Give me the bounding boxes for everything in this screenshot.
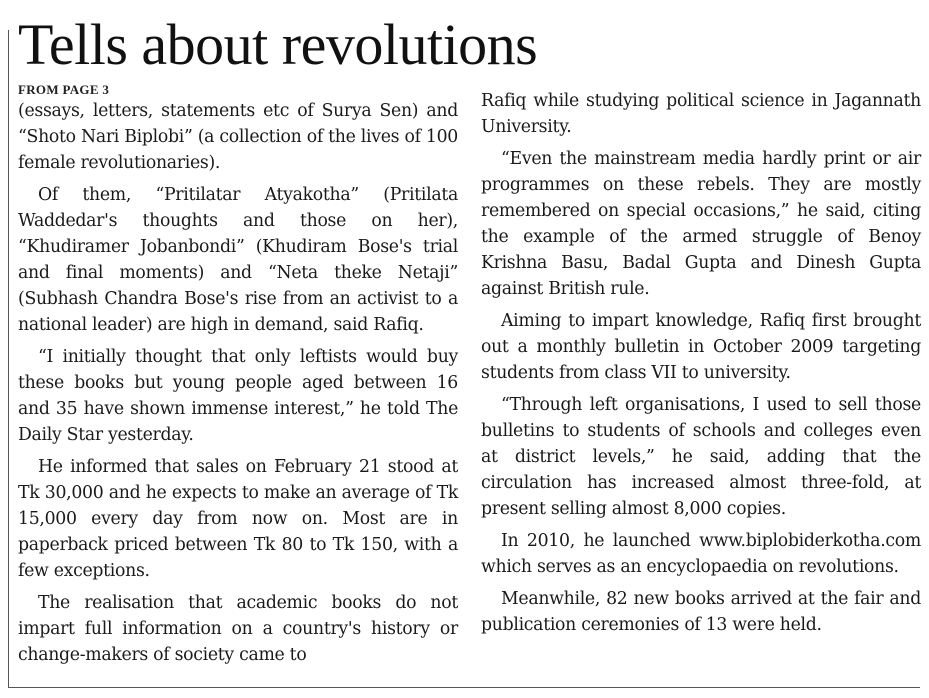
- paragraph: Of them, “Pritilatar Atyakotha” (Pritilata Waddedar's thoughts and those on her), “Khudiramer Jobanbondi” (Khudiram Bose's trial and final moments) and “Neta theke Netaji” (Subhash Chandra Bose's rise from an activist to a national leader) are high in demand, said Rafiq.: [18, 185, 458, 335]
- paragraph: In 2010, he launched www.biplobiderkotha.com which serves as an encyclopaedia on revolutions.: [481, 531, 921, 577]
- article-column-right: [481, 88, 921, 638]
- paragraph: “Through left organisations, I used to sell those bulletins to students of schools and colleges even at district levels,” he said, adding that the circulation has increased almost three-fold, at present selling almost 8,000 copies.: [481, 395, 921, 519]
- paragraph: “Even the mainstream media hardly print or air programmes on these rebels. They are mostly remembered on special occasions,” he said, citing the example of the armed struggle of Benoy Krishna Basu, Badal Gupta and Dinesh Gupta against British rule.: [481, 149, 921, 299]
- paragraph: The realisation that academic books do not impart full information on a country's history or change-makers of society came to: [18, 593, 458, 665]
- paragraph: (essays, letters, statements etc of Surya Sen) and “Shoto Nari Biplobi” (a collection of the lives of 100 female revolutionaries).: [18, 101, 458, 173]
- paragraph: Meanwhile, 82 new books arrived at the fair and publication ceremonies of 13 were held.: [481, 589, 921, 635]
- article-column-left: [18, 82, 458, 668]
- headline: Tells about revolutions: [18, 12, 538, 77]
- left-column-rule: [8, 30, 9, 688]
- paragraph: Rafiq while studying political science in Jagannath University.: [481, 91, 921, 137]
- paragraph: Aiming to impart knowledge, Rafiq first brought out a monthly bulletin in October 2009 targeting students from class VII to university.: [481, 311, 921, 383]
- kicker-from-page: FROM PAGE 3: [18, 82, 110, 97]
- bottom-rule: [8, 687, 920, 688]
- paragraph: “I initially thought that only leftists would buy these books but young people aged between 16 and 35 have shown immense interest,” he told The Daily Star yesterday.: [18, 347, 458, 445]
- paragraph: He informed that sales on February 21 stood at Tk 30,000 and he expects to make an average of Tk 15,000 every day from now on. Most are in paperback priced between Tk 80 to Tk 150, with a few exceptions.: [18, 457, 458, 581]
